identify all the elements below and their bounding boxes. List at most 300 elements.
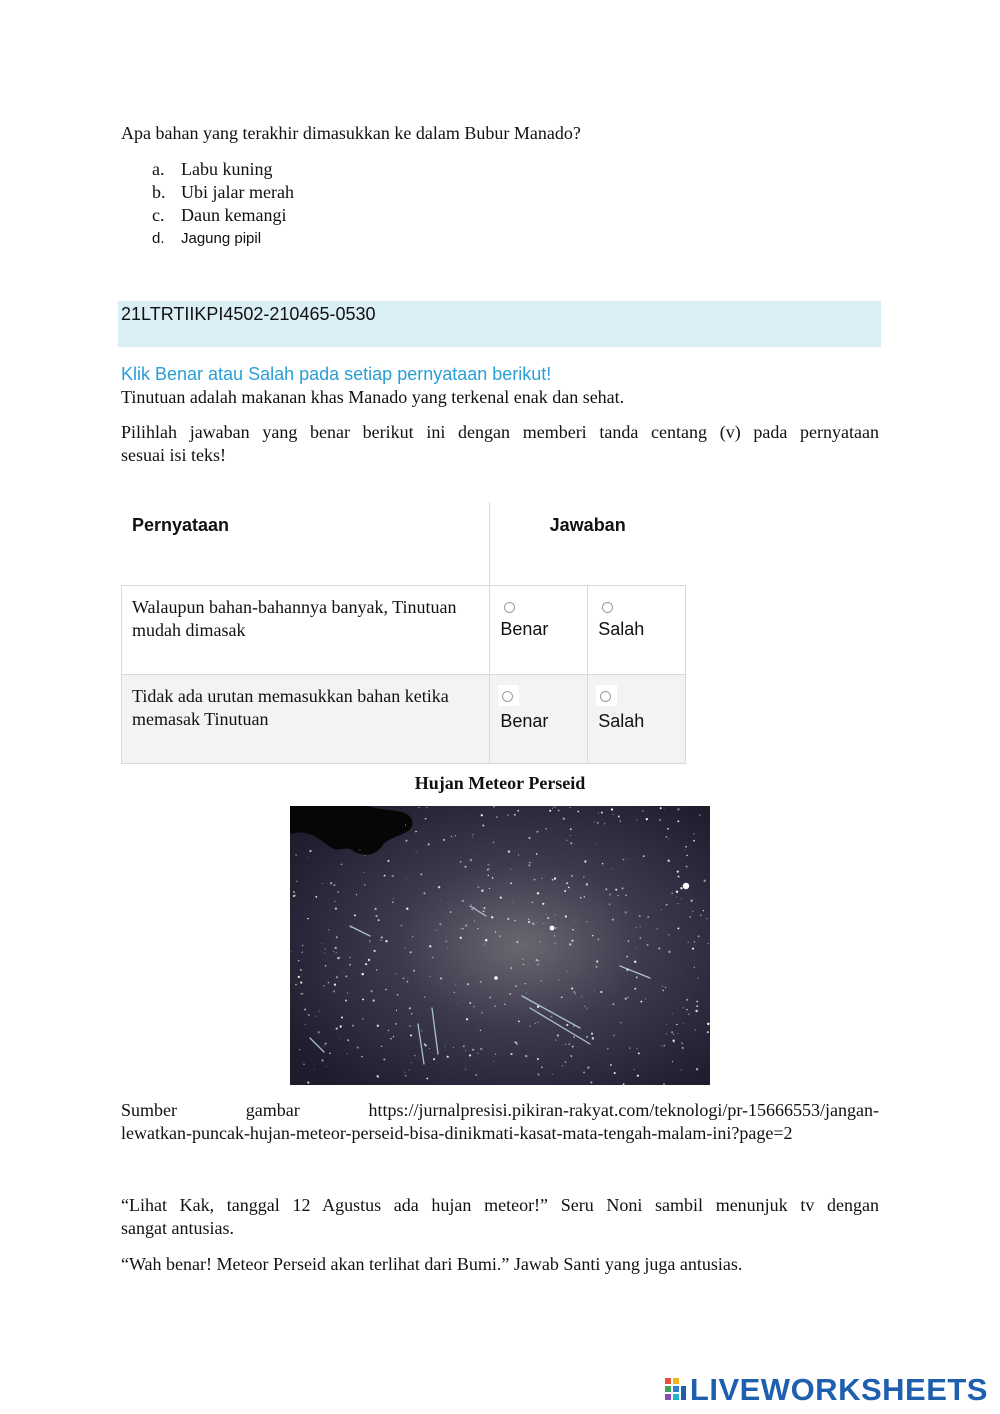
star: [499, 935, 501, 937]
option-c[interactable]: [152, 204, 294, 227]
star: [554, 877, 556, 879]
star: [507, 814, 509, 816]
star: [487, 869, 489, 871]
star: [335, 907, 337, 909]
star: [528, 919, 529, 920]
star: [565, 915, 567, 917]
star: [314, 1069, 315, 1070]
star: [485, 939, 487, 941]
star: [568, 1043, 570, 1045]
star: [671, 893, 673, 895]
star: [668, 838, 669, 839]
star: [692, 911, 693, 912]
star: [337, 957, 339, 959]
star: [528, 921, 530, 923]
star: [678, 876, 680, 878]
star: [426, 1078, 428, 1080]
star: [482, 825, 484, 827]
star: [472, 837, 473, 838]
star: [707, 1031, 709, 1033]
star: [542, 903, 544, 905]
star: [565, 1044, 566, 1045]
star: [551, 1016, 553, 1018]
star: [696, 1005, 698, 1007]
star: [594, 990, 595, 991]
star: [510, 882, 512, 884]
star: [429, 1048, 430, 1049]
star: [612, 1003, 614, 1005]
star: [694, 941, 695, 942]
star: [529, 1025, 531, 1027]
star: [322, 883, 323, 884]
star: [489, 868, 490, 869]
star: [703, 880, 705, 882]
option-text: Labu kuning: [181, 159, 273, 179]
benar-option[interactable]: [490, 586, 588, 675]
star: [625, 998, 627, 1000]
star: [385, 940, 387, 942]
star: [376, 969, 377, 970]
star: [676, 897, 677, 898]
star: [537, 1058, 539, 1060]
star: [509, 993, 511, 995]
radio-button-icon[interactable]: [504, 602, 515, 613]
benar-label: Benar: [500, 619, 549, 639]
star: [545, 914, 546, 915]
star: [489, 997, 491, 999]
star: [677, 870, 679, 872]
star: [409, 1007, 411, 1009]
star: [689, 916, 691, 918]
star: [336, 952, 337, 953]
star: [636, 927, 637, 928]
star: [696, 1001, 698, 1003]
star: [536, 922, 537, 923]
star: [457, 1004, 458, 1005]
star: [484, 907, 486, 909]
star: [517, 810, 519, 812]
star: [361, 1056, 362, 1057]
star: [411, 1013, 413, 1015]
star: [334, 984, 336, 986]
star: [536, 853, 538, 855]
star: [586, 1036, 588, 1038]
star: [566, 882, 568, 884]
star: [661, 1046, 662, 1047]
star: [364, 884, 365, 885]
star: [345, 999, 347, 1001]
star: [592, 935, 594, 937]
star: [349, 957, 350, 958]
star: [436, 930, 437, 931]
star: [328, 929, 329, 930]
star: [333, 951, 334, 952]
star: [471, 909, 472, 910]
star: [677, 927, 679, 929]
star: [554, 935, 555, 936]
star: [404, 1071, 405, 1072]
star: [686, 866, 688, 868]
star: [307, 1082, 309, 1084]
brand-text: LIVEWORKSHEETS: [689, 1372, 988, 1407]
star: [573, 1036, 575, 1038]
star: [665, 987, 666, 988]
star: [677, 903, 678, 904]
star: [570, 835, 571, 836]
star: [612, 919, 614, 921]
star: [567, 971, 568, 972]
star: [376, 915, 378, 917]
star: [646, 818, 648, 820]
star: [411, 1062, 412, 1063]
option-letter: a.: [152, 159, 165, 179]
star: [423, 892, 425, 894]
star: [462, 900, 464, 902]
star: [563, 817, 565, 819]
star: [481, 814, 483, 816]
star: [694, 1029, 695, 1030]
star: [598, 939, 600, 941]
statement-cell: Tidak ada urutan memasukkan bahan ketika memasak Tinutuan: [122, 675, 490, 764]
star: [443, 839, 445, 841]
star: [587, 1066, 589, 1068]
star: [363, 872, 364, 873]
star: [323, 985, 324, 986]
salah-option[interactable]: [588, 586, 686, 675]
star: [662, 985, 663, 986]
star: [681, 1042, 683, 1044]
star: [440, 900, 441, 901]
star: [504, 1004, 505, 1005]
star: [591, 1033, 593, 1035]
star: [568, 887, 570, 889]
table-header-row: [122, 503, 686, 586]
star: [340, 957, 341, 958]
star: [483, 910, 485, 912]
star: [335, 1027, 337, 1029]
star: [703, 910, 704, 911]
star: [680, 887, 682, 889]
star: [592, 1037, 594, 1039]
star: [673, 1041, 675, 1043]
star: [515, 985, 517, 987]
star: [594, 822, 595, 823]
star: [409, 1069, 410, 1070]
star: [319, 1011, 320, 1012]
star: [354, 914, 356, 916]
star: [528, 864, 530, 866]
star: [412, 936, 413, 937]
star: [315, 1016, 316, 1017]
star: [613, 814, 614, 815]
star: [309, 850, 311, 852]
star: [300, 969, 302, 971]
star: [586, 883, 588, 885]
star: [518, 1021, 520, 1023]
option-text: Daun kemangi: [181, 205, 287, 225]
star: [602, 863, 603, 864]
star: [483, 946, 484, 947]
star: [462, 928, 463, 929]
star: [666, 904, 668, 906]
star: [536, 959, 538, 961]
star: [471, 904, 472, 905]
star: [615, 889, 617, 891]
star: [514, 920, 516, 922]
star: [368, 959, 370, 961]
star: [555, 1040, 556, 1041]
star: [450, 911, 452, 913]
star: [541, 1066, 543, 1068]
star: [569, 943, 571, 945]
star: [564, 1061, 566, 1063]
star: [407, 981, 409, 983]
star: [414, 1055, 416, 1057]
star: [597, 822, 599, 824]
star: [537, 964, 539, 966]
star: [698, 978, 699, 979]
star: [636, 948, 637, 949]
star: [321, 1059, 323, 1061]
star: [686, 1009, 687, 1010]
option-text: Jagung pipil: [181, 230, 262, 247]
star: [401, 925, 403, 927]
star: [541, 878, 543, 880]
star: [693, 833, 694, 834]
salah-option[interactable]: [588, 675, 686, 764]
directive-line-1: Pilihlah jawaban yang benar berikut ini dengan memberi tanda centang (v) pada pernyataan: [121, 422, 879, 442]
star: [495, 931, 497, 933]
star: [301, 993, 303, 995]
radio-button-icon[interactable]: [600, 691, 611, 702]
star: [610, 1064, 612, 1066]
radio-button-icon[interactable]: [502, 691, 513, 702]
star: [671, 1031, 673, 1033]
star: [686, 855, 687, 856]
star: [663, 990, 664, 991]
star: [604, 823, 605, 824]
star: [676, 1024, 677, 1025]
option-b[interactable]: [152, 181, 294, 204]
star: [572, 1046, 574, 1048]
star: [388, 1030, 389, 1031]
star: [688, 1013, 690, 1015]
star: [677, 820, 679, 822]
star: [640, 926, 641, 927]
star: [405, 948, 406, 949]
star: [695, 1010, 697, 1012]
star: [529, 862, 530, 863]
star: [377, 1025, 379, 1027]
star: [466, 1018, 468, 1020]
star: [627, 997, 628, 998]
star: [601, 812, 603, 814]
star: [658, 947, 660, 949]
star: [303, 1063, 304, 1064]
star: [532, 923, 534, 925]
star: [708, 943, 709, 944]
star: [647, 916, 649, 918]
star: [473, 1006, 474, 1007]
star: [298, 960, 300, 962]
star: [295, 854, 297, 856]
star: [474, 921, 475, 922]
star: [465, 1050, 466, 1051]
star: [575, 993, 576, 994]
star: [428, 843, 430, 845]
table-row: [122, 586, 686, 675]
star: [573, 1025, 575, 1027]
star: [510, 869, 511, 870]
star: [370, 990, 372, 992]
meteor-shower-photo: [290, 806, 710, 1085]
star: [596, 966, 598, 968]
star: [346, 1053, 347, 1054]
star: [304, 1008, 306, 1010]
star: [493, 841, 495, 843]
star: [392, 901, 394, 903]
star: [570, 842, 572, 844]
star: [561, 996, 563, 998]
star: [303, 993, 304, 994]
star: [668, 934, 670, 936]
star: [378, 919, 380, 921]
star: [439, 923, 441, 925]
star: [538, 960, 540, 962]
star: [376, 1075, 378, 1077]
star: [295, 984, 297, 986]
star: [403, 977, 405, 979]
star: [492, 877, 494, 879]
star: [329, 1053, 330, 1054]
star: [330, 882, 332, 884]
star: [324, 953, 325, 954]
star: [381, 936, 383, 938]
star: [611, 868, 612, 869]
star: [362, 998, 364, 1000]
star: [552, 1074, 553, 1075]
star: [618, 816, 620, 818]
option-d[interactable]: [152, 227, 294, 250]
header-statement: Pernyataan: [122, 503, 490, 586]
star: [395, 1023, 397, 1025]
star: [614, 1072, 616, 1074]
star: [609, 893, 611, 895]
star: [302, 952, 303, 953]
star: [460, 937, 462, 939]
star: [440, 977, 442, 979]
star: [340, 1038, 341, 1039]
star: [637, 1075, 639, 1077]
star: [334, 947, 336, 949]
star: [480, 981, 482, 983]
star: [672, 1061, 673, 1062]
star: [581, 996, 582, 997]
star: [410, 951, 412, 953]
star: [680, 1069, 681, 1070]
statement-cell: Walaupun bahan-bahannya banyak, Tinutuan mudah dimasak: [122, 586, 490, 675]
star: [638, 1052, 640, 1054]
star: [577, 811, 579, 813]
star: [383, 1058, 385, 1060]
star: [683, 1007, 684, 1008]
star: [392, 875, 394, 877]
star: [566, 840, 567, 841]
star: [700, 915, 701, 916]
star: [464, 866, 466, 868]
star: [617, 895, 618, 896]
star: [296, 881, 297, 882]
star: [690, 899, 692, 901]
star: [337, 891, 339, 893]
star: [571, 939, 573, 941]
star: [570, 828, 572, 830]
star: [361, 973, 363, 975]
star: [692, 948, 694, 950]
star: [396, 974, 397, 975]
star: [694, 967, 695, 968]
star: [575, 920, 576, 921]
star: [636, 976, 638, 978]
star: [586, 921, 587, 922]
star: [584, 860, 586, 862]
star: [406, 878, 407, 879]
star: [318, 1031, 320, 1033]
star: [326, 1066, 327, 1067]
star: [415, 831, 417, 833]
star: [484, 944, 485, 945]
question-code: 21LTRTIIKPI4502-210465-0530: [121, 304, 376, 324]
option-a[interactable]: [152, 158, 294, 181]
star: [573, 991, 575, 993]
star: [426, 807, 427, 808]
star: [545, 828, 547, 830]
star: [661, 909, 662, 910]
star: [364, 855, 365, 856]
star: [433, 1058, 435, 1060]
star: [393, 898, 394, 899]
star: [539, 941, 540, 942]
story-paragraph-2: “Wah benar! Meteor Perseid akan terlihat dari Bumi.” Jawab Santi yang juga antusias.: [121, 1254, 743, 1274]
benar-label: Benar: [500, 711, 549, 731]
star: [659, 896, 660, 897]
star: [424, 1043, 426, 1045]
star: [682, 1047, 684, 1049]
star: [564, 890, 566, 892]
star: [293, 891, 295, 893]
star: [481, 1012, 483, 1014]
star: [352, 1025, 354, 1027]
star: [685, 850, 686, 851]
star: [557, 1034, 559, 1036]
star: [359, 849, 360, 850]
star: [447, 1056, 449, 1058]
star: [693, 840, 695, 842]
star: [634, 988, 636, 990]
benar-option[interactable]: [490, 675, 588, 764]
star: [445, 1046, 446, 1047]
star: [438, 886, 440, 888]
star: [535, 1023, 536, 1024]
star: [537, 831, 539, 833]
radio-button-icon[interactable]: [602, 602, 613, 613]
star: [336, 936, 338, 938]
star: [384, 875, 386, 877]
star: [315, 896, 317, 898]
story-paragraph-1: [121, 1194, 879, 1240]
star: [336, 976, 338, 978]
liveworksheets-brand: [664, 1372, 988, 1408]
